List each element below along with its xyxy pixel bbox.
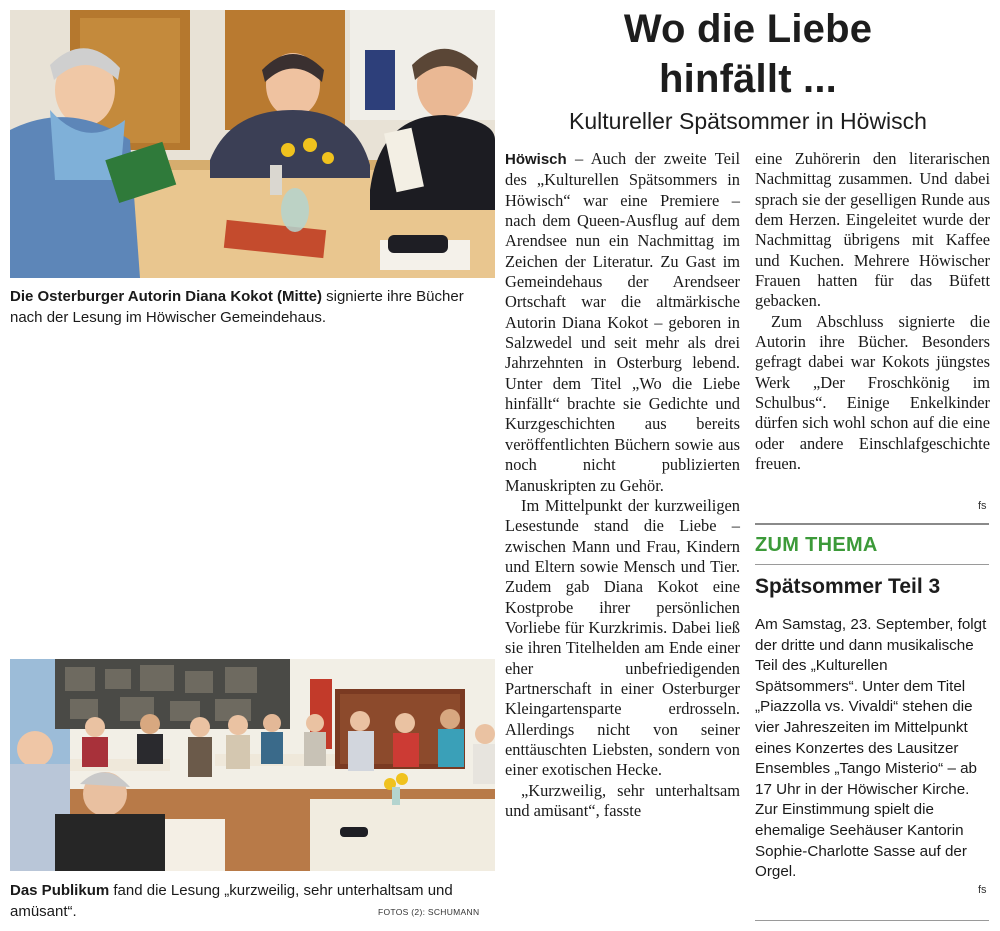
article-subtitle: Kultureller Spätsommer in Höwisch [569, 108, 927, 134]
photo-top-caption-text: signierte ihre Bücher nach der Lesung im Höwischer Gemeindehaus. [10, 288, 464, 326]
box-title: Spätsommer Teil 3 [755, 575, 941, 598]
article-paragraph-3-continued: eine Zuhörerin den literarischen Nachmittag zusammen. Und dabei sprach sie der geselligen Runde aus dem Herzen. Eingeleitet wurde der Nachmittag übrigens mit Kaffee und Kuchen. Mehrere Höwischer Frauen hatten für das Büfett gebacken. [755, 149, 990, 311]
article-author-initials: fs [978, 500, 987, 512]
article-column-1 [505, 149, 740, 821]
box-paragraph: Am Samstag, 23. September, folgt der dritte und dann musikalische Teil des „Kulturellen Spätsommers“. Unter dem Titel „Piazzolla vs. Vivaldi“ stehen die vier Jahreszeiten im Mittelpunkt eines Konzertes des Lausitzer Ensembles „Tango Misterio“ – ab 17 Uhr in der Höwischer Kirche. Zur Einstimmung spielt die ehemalige Seehäuser Kantorin Sophie-Charlotte Sasse auf der Orgel. [755, 616, 987, 881]
article-headline [505, 4, 991, 104]
article-column-2 [755, 149, 990, 475]
box-top-rule [755, 523, 989, 525]
photo-illustration [10, 10, 495, 278]
article-paragraph-1-text: – Auch der zweite Teil des „Kulturellen Spätsommers in Höwisch“ war eine Premiere – nach dem Queen-Ausflug auf dem Arendsee nun ein Nachmittag im Zeichen der Literatur. Zu Gast im Gemeindehaus der Arendseer Ortschaft war die altmärkische Autorin Diana Kokot – geboren in Salzwedel und seit mehr als drei Jahrzehnten in Osterburg lebend. Unter dem Titel „Wo die Liebe hinfällt“ brachte sie Gedichte und Kurzgeschichten aus bereits veröffentlichten Büchern sowie aus noch nicht publizierten Manuskripten zu Gehör. [505, 149, 740, 495]
headline-line-1: Wo die Liebe [623, 7, 873, 51]
box-bottom-rule [755, 920, 989, 921]
article-paragraph-2: Im Mittelpunkt der kurzweiligen Lesestunde stand die Liebe – zwischen Mann und Frau, Kindern und Eltern sowie Mensch und Tier. Zudem gab Diana Kokot eine Kostprobe ihrer persönlichen Vorliebe für Kurzkrimis. Dabei ließ sie ihren Titelhelden am Ende einer eher unbefriedigenden Partnerschaft in einer Osterburger Kleingartensparte erdrosseln. Allerdings nicht von seiner enttäuschten Liebsten, sondern von einer exotischen Hecke. [505, 495, 740, 780]
photo-illustration [10, 659, 495, 871]
box-kicker-rule [755, 564, 989, 565]
box-text [755, 615, 988, 883]
article-paragraph-3-start: „Kurzweilig, sehr unterhaltsam und amüsant“, fasste [505, 780, 740, 820]
photo-top-caption [10, 286, 495, 328]
photo-audience [10, 659, 495, 871]
article-paragraph-1 [505, 149, 740, 496]
article-dateline: Höwisch [505, 151, 567, 168]
photo-credit: FOTOS (2): SCHUMANN [378, 907, 480, 917]
photo-bottom-caption-bold: Das Publikum [10, 882, 110, 899]
box-kicker: ZUM THEMA [755, 534, 878, 556]
article-paragraph-4: Zum Abschluss signierte die Autorin ihre Bücher. Besonders gefragt dabei war Kokots jüngstes Werk „Der Froschkönig im Schulbus“. Einige Enkelkinder dürfen sich wohl schon auf die eine oder andere Einschlafgeschichte freuen. [755, 311, 990, 474]
box-author-initials: fs [978, 884, 987, 896]
photo-top-caption-bold: Die Osterburger Autorin Diana Kokot (Mitte) [10, 288, 322, 305]
photo-reading-table [10, 10, 495, 278]
headline-line-2: hinfällt ... [659, 57, 837, 101]
photo-bottom-caption-text: fand die Lesung „kurzweilig, sehr unterhaltsam und amüsant“. [10, 882, 453, 920]
